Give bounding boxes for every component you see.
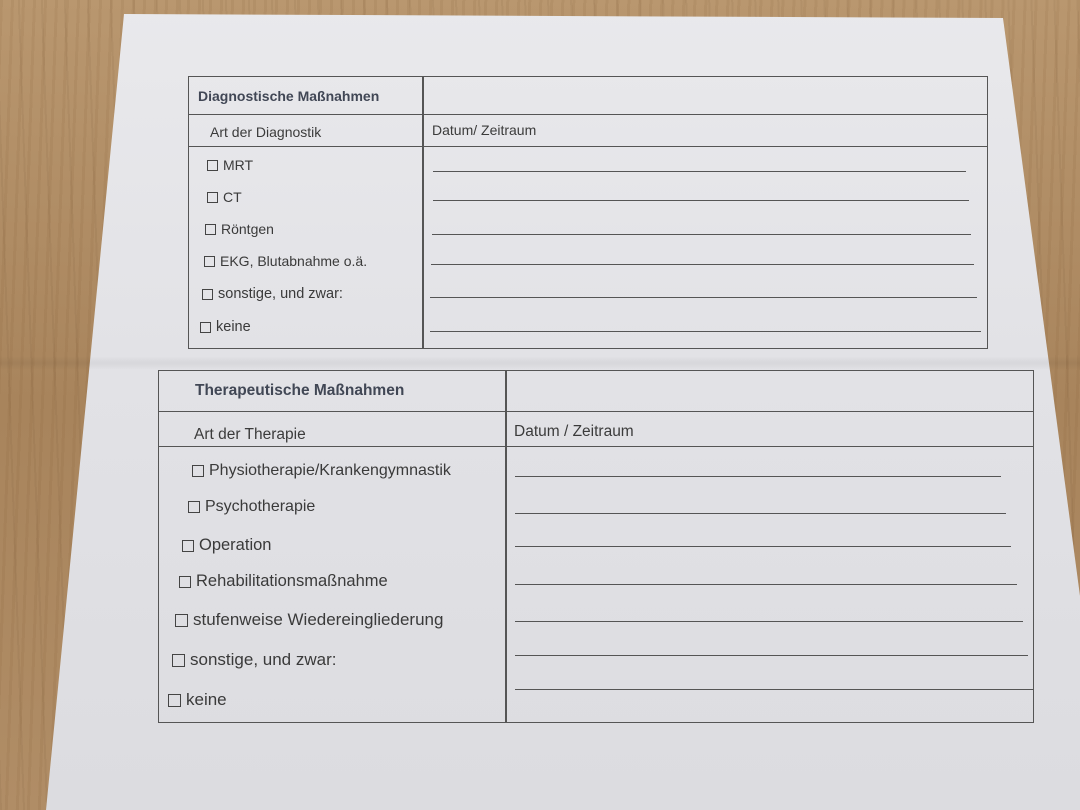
diagnostics-item[interactable]: MRT bbox=[207, 157, 253, 173]
therapy-item[interactable]: Operation bbox=[182, 536, 271, 555]
diagnostics-item[interactable]: sonstige, und zwar: bbox=[202, 286, 343, 302]
diagnostics-item[interactable]: CT bbox=[207, 189, 242, 205]
diagnostics-col-date: Datum/ Zeitraum bbox=[432, 122, 537, 138]
diagnostics-date-line[interactable] bbox=[433, 200, 969, 201]
therapy-date-line[interactable] bbox=[515, 546, 1011, 547]
diagnostics-date-line[interactable] bbox=[432, 234, 971, 235]
therapy-table bbox=[158, 370, 1034, 723]
therapy-col-date: Datum / Zeitraum bbox=[514, 423, 634, 440]
diagnostics-col-type: Art der Diagnostik bbox=[210, 124, 322, 140]
checkbox[interactable] bbox=[204, 256, 215, 267]
checkbox[interactable] bbox=[192, 465, 204, 477]
therapy-date-line[interactable] bbox=[515, 476, 1001, 477]
checkbox[interactable] bbox=[172, 654, 185, 667]
diagnostics-divider bbox=[422, 77, 424, 348]
diagnostics-item[interactable]: EKG, Blutabnahme o.ä. bbox=[204, 253, 367, 269]
therapy-item[interactable]: sonstige, und zwar: bbox=[172, 650, 336, 670]
diagnostics-date-line[interactable] bbox=[430, 297, 977, 298]
paper-fold bbox=[0, 356, 1080, 370]
checkbox[interactable] bbox=[175, 614, 188, 627]
diagnostics-date-line[interactable] bbox=[433, 171, 966, 172]
checkbox[interactable] bbox=[188, 501, 200, 513]
therapy-item[interactable]: keine bbox=[168, 690, 227, 710]
therapy-column-header bbox=[159, 412, 1033, 447]
therapy-title: Therapeutische Maßnahmen bbox=[159, 371, 1033, 412]
diagnostics-column-header bbox=[189, 115, 987, 147]
therapy-item[interactable]: stufenweise Wiedereingliederung bbox=[175, 610, 443, 630]
diagnostics-date-line[interactable] bbox=[431, 264, 974, 265]
checkbox[interactable] bbox=[202, 289, 213, 300]
diagnostics-title: Diagnostische Maßnahmen bbox=[189, 77, 987, 115]
diagnostics-table bbox=[188, 76, 988, 349]
checkbox[interactable] bbox=[200, 322, 211, 333]
checkbox[interactable] bbox=[168, 694, 181, 707]
therapy-item[interactable]: Rehabilitationsmaßnahme bbox=[179, 572, 388, 591]
diagnostics-date-line[interactable] bbox=[430, 331, 981, 332]
checkbox[interactable] bbox=[205, 224, 216, 235]
diagnostics-item[interactable]: Röntgen bbox=[205, 221, 274, 237]
checkbox[interactable] bbox=[207, 160, 218, 171]
therapy-item[interactable]: Psychotherapie bbox=[188, 498, 315, 516]
checkbox[interactable] bbox=[179, 576, 191, 588]
therapy-date-line[interactable] bbox=[515, 621, 1023, 622]
therapy-item[interactable]: Physiotherapie/Krankengymnastik bbox=[192, 462, 451, 480]
checkbox[interactable] bbox=[207, 192, 218, 203]
diagnostics-item[interactable]: keine bbox=[200, 319, 251, 335]
therapy-col-type: Art der Therapie bbox=[194, 426, 306, 443]
therapy-date-line[interactable] bbox=[515, 655, 1028, 656]
therapy-date-line[interactable] bbox=[515, 689, 1033, 690]
therapy-divider bbox=[505, 371, 507, 722]
therapy-date-line[interactable] bbox=[515, 584, 1017, 585]
therapy-date-line[interactable] bbox=[515, 513, 1006, 514]
checkbox[interactable] bbox=[182, 540, 194, 552]
